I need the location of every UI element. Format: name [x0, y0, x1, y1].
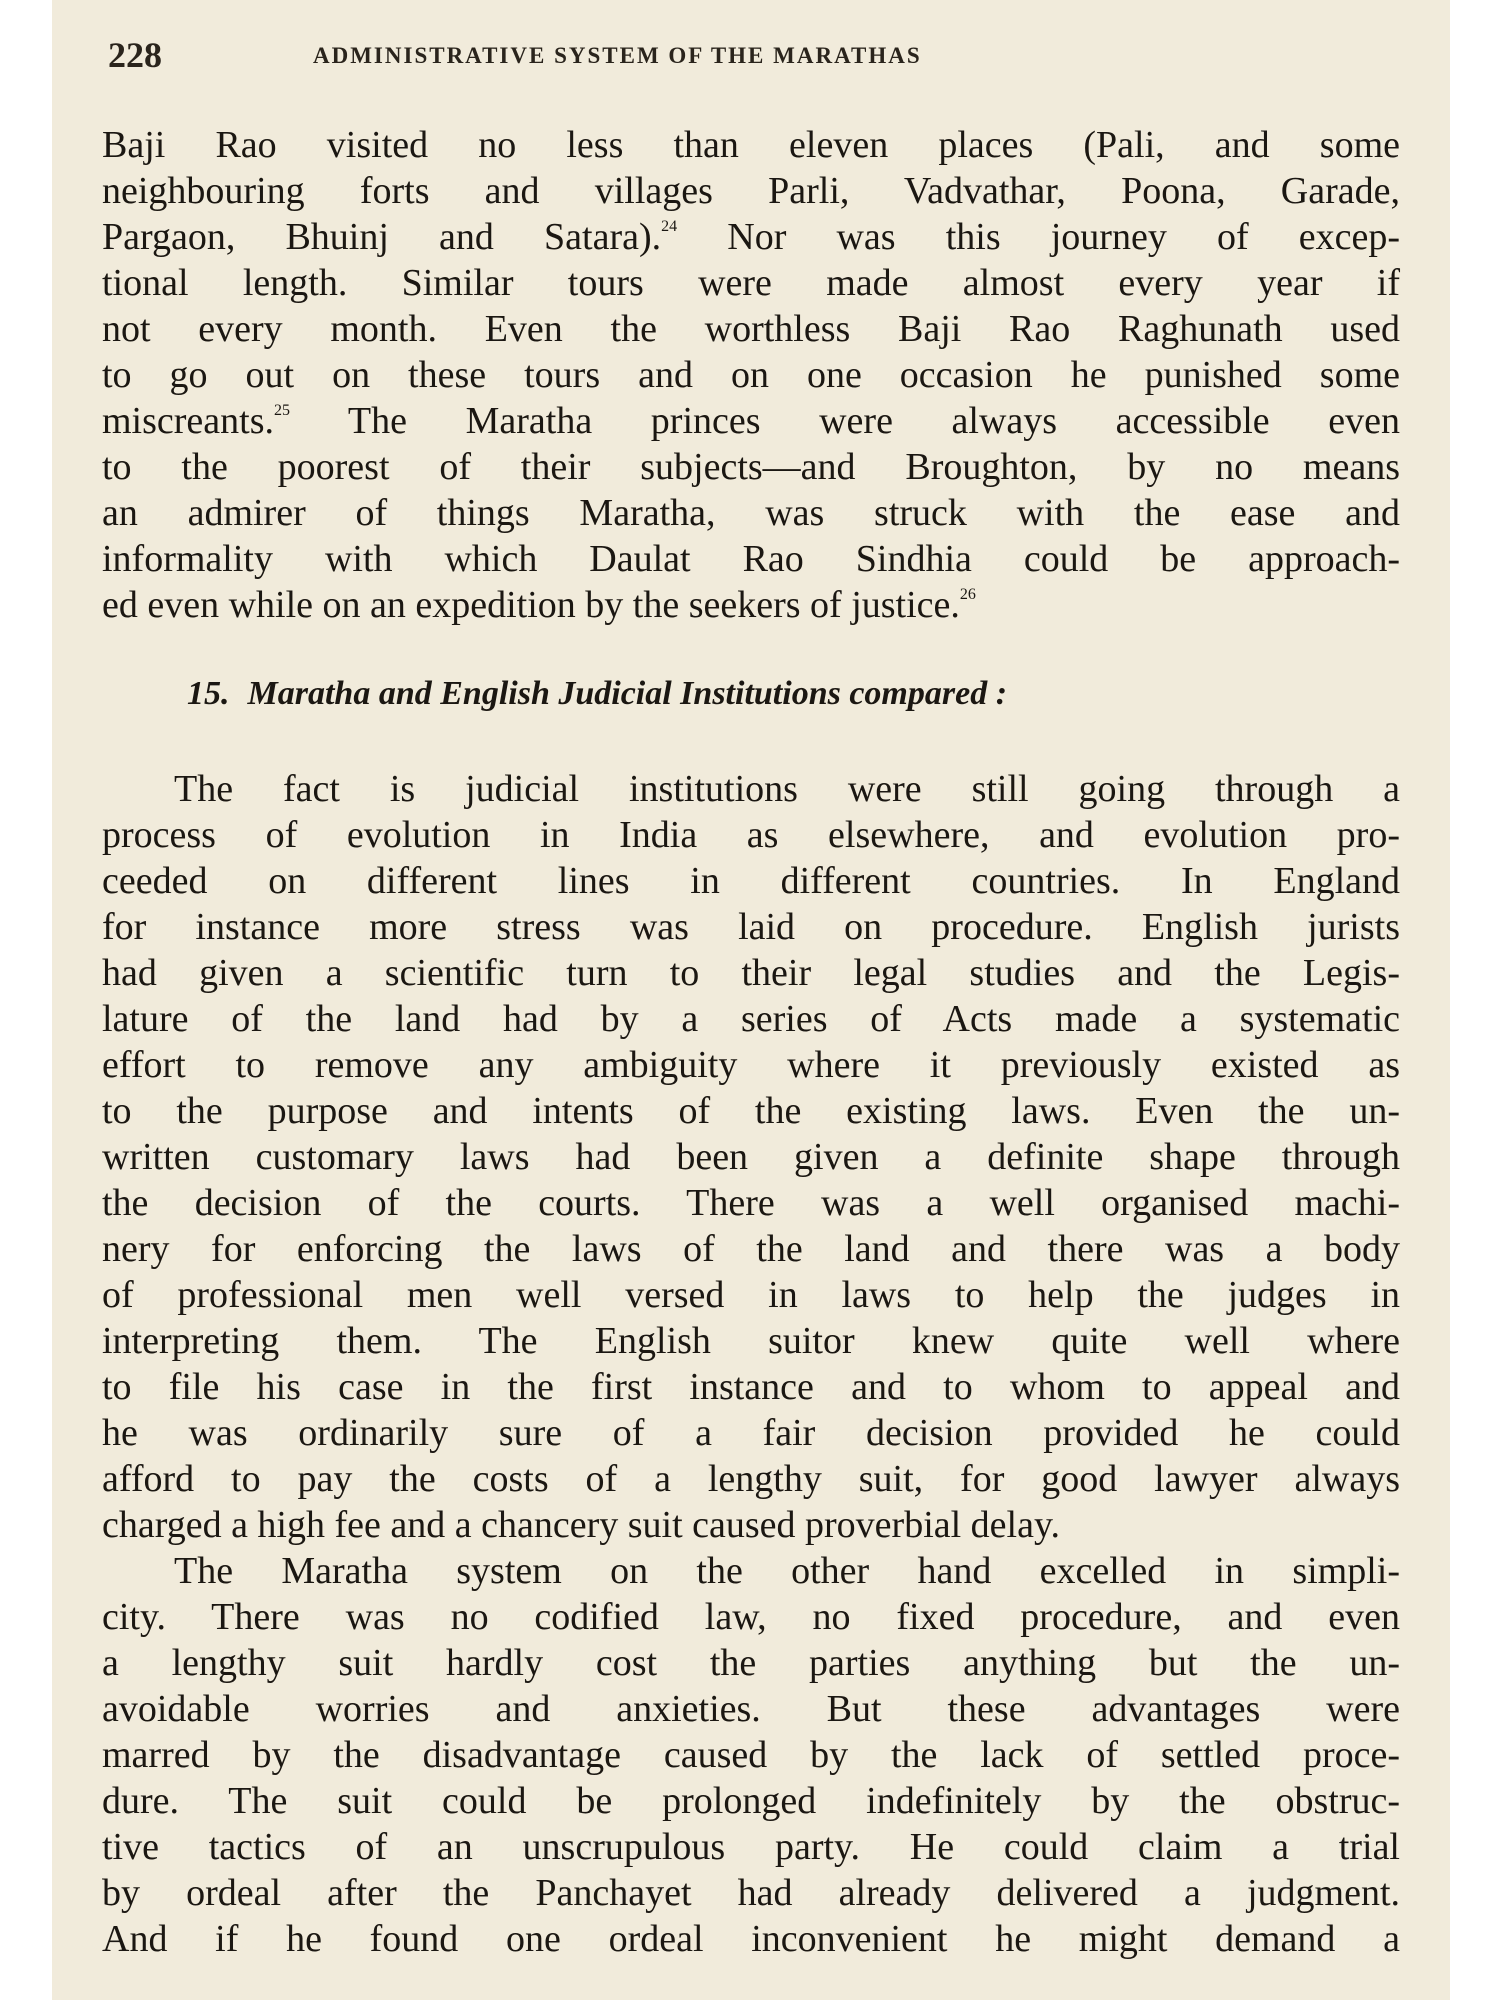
paragraph-1-line: Pargaon, Bhuinj and Satara).$^{24}$ Nor was this journey of excep- — [102, 216, 1400, 258]
paragraph-2-line: The fact is judicial institutions were still going through a — [174, 768, 1400, 810]
footnote-marker: 25 — [274, 402, 291, 419]
section-number: 15. — [187, 675, 230, 712]
paragraph-1-line: tional length. Similar tours were made almost every year if — [102, 262, 1400, 304]
book-page — [52, 0, 1450, 2000]
paragraph-2-line: nery for enforcing the laws of the land and there was a body — [102, 1228, 1400, 1270]
paragraph-1-line: miscreants.$^{25}$ The Maratha princes were always accessible even — [102, 400, 1400, 442]
paragraph-2-line: effort to remove any ambiguity where it previously existed as — [102, 1044, 1400, 1086]
paragraph-3-line: city. There was no codified law, no fixed procedure, and even — [102, 1596, 1400, 1638]
paragraph-2-line: interpreting them. The English suitor knew quite well where — [102, 1320, 1400, 1362]
paragraph-3-line: The Maratha system on the other hand excelled in simpli- — [174, 1550, 1400, 1592]
paragraph-1-line: to go out on these tours and on one occasion he punished some — [102, 354, 1400, 396]
paragraph-1-line: an admirer of things Maratha, was struck with the ease and — [102, 492, 1400, 534]
paragraph-2-line: written customary laws had been given a definite shape through — [102, 1136, 1400, 1178]
footnote-marker: 24 — [661, 218, 678, 235]
running-head: ADMINISTRATIVE SYSTEM OF THE MARATHAS — [313, 43, 922, 68]
paragraph-1-line: to the poorest of their subjects—and Broughton, by no means — [102, 446, 1400, 488]
paragraph-2-line: for instance more stress was laid on procedure. English jurists — [102, 906, 1400, 948]
paragraph-2-line: to the purpose and intents of the existing laws. Even the un- — [102, 1090, 1400, 1132]
paragraph-2-line: the decision of the courts. There was a well organised machi- — [102, 1182, 1400, 1224]
paragraph-2-line: of professional men well versed in laws to help the judges in — [102, 1274, 1400, 1316]
paragraph-1-line: informality with which Daulat Rao Sindhia could be approach- — [102, 538, 1400, 580]
paragraph-2-line: to file his case in the first instance and to whom to appeal and — [102, 1366, 1400, 1408]
section-heading — [187, 675, 1007, 713]
paragraph-3-line: tive tactics of an unscrupulous party. He could claim a trial — [102, 1826, 1400, 1868]
paragraph-2-line: afford to pay the costs of a lengthy suit, for good lawyer always — [102, 1458, 1400, 1500]
paragraph-3-line: marred by the disadvantage caused by the lack of settled proce- — [102, 1734, 1400, 1776]
paragraph-2-line: he was ordinarily sure of a fair decision provided he could — [102, 1412, 1400, 1454]
paragraph-1-line: Baji Rao visited no less than eleven places (Pali, and some — [102, 124, 1400, 166]
paragraph-3-line: a lengthy suit hardly cost the parties anything but the un- — [102, 1642, 1400, 1684]
page-number: 228 — [108, 35, 162, 75]
page-header — [108, 34, 1408, 78]
paragraph-1-line: ed even while on an expedition by the seekers of justice.$^{26}$ — [102, 584, 976, 626]
footnote-marker: 26 — [959, 586, 976, 603]
paragraph-2-line: lature of the land had by a series of Acts made a systematic — [102, 998, 1400, 1040]
paragraph-1-line: not every month. Even the worthless Baji Rao Raghunath used — [102, 308, 1400, 350]
paragraph-3-line: dure. The suit could be prolonged indefinitely by the obstruc- — [102, 1780, 1400, 1822]
paragraph-2-line: had given a scientific turn to their legal studies and the Legis- — [102, 952, 1400, 994]
paragraph-1-line: neighbouring forts and villages Parli, Vadvathar, Poona, Garade, — [102, 170, 1400, 212]
paragraph-3-line: And if he found one ordeal inconvenient he might demand a — [102, 1918, 1400, 1960]
paragraph-3-line: avoidable worries and anxieties. But these advantages were — [102, 1688, 1400, 1730]
section-title: Maratha and English Judicial Institutions compared : — [247, 675, 1008, 712]
paragraph-2-line: process of evolution in India as elsewhere, and evolution pro- — [102, 814, 1400, 856]
paragraph-3-line: by ordeal after the Panchayet had already delivered a judgment. — [102, 1872, 1400, 1914]
paragraph-2-line: ceeded on different lines in different countries. In England — [102, 860, 1400, 902]
paragraph-2-line: charged a high fee and a chancery suit caused proverbial delay. — [102, 1504, 1060, 1546]
